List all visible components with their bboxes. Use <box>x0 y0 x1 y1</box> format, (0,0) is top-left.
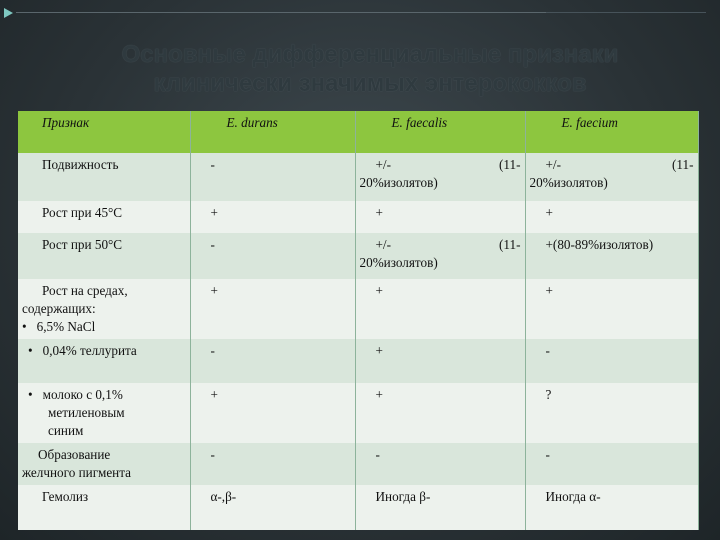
table-row <box>18 279 698 339</box>
title-line-1: Основные дифференциальные признаки <box>121 41 619 68</box>
cell-text: • 6,5% NaCl <box>42 319 95 334</box>
cell-faecalis: + <box>355 383 525 443</box>
cell-durans: + <box>190 201 355 233</box>
table-header-row <box>18 111 698 153</box>
cell-feature <box>18 383 190 443</box>
cell-faecalis <box>355 153 525 201</box>
cell-text: (11- <box>499 157 521 172</box>
cell-text: 20%изолятов) <box>529 175 608 190</box>
arrow-bullet-icon <box>4 8 13 18</box>
cell-feature: Рост при 45°С <box>18 201 190 233</box>
cell-durans: - <box>190 153 355 201</box>
table-row <box>18 153 698 201</box>
cell-faecalis: + <box>355 279 525 339</box>
header-feature: Признак <box>18 111 190 153</box>
cell-text: +/- <box>375 157 391 172</box>
cell-text: +/- <box>545 157 561 172</box>
decorative-line <box>16 12 546 13</box>
decorative-line <box>546 12 706 13</box>
cell-faecium: - <box>525 443 698 485</box>
cell-text: (11- <box>499 237 521 252</box>
cell-faecalis <box>355 233 525 279</box>
cell-faecium: Иногда α- <box>525 485 698 530</box>
cell-durans: - <box>190 443 355 485</box>
cell-feature: Гемолиз <box>18 485 190 530</box>
cell-text: желчного пигмента <box>22 465 132 480</box>
cell-faecalis: Иногда β- <box>355 485 525 530</box>
cell-text: синим <box>48 423 84 438</box>
cell-text: • молоко с 0,1% <box>48 387 123 402</box>
title-line-2: клинически значимых энтерококков <box>153 70 587 97</box>
cell-durans: - <box>190 233 355 279</box>
table-row <box>18 383 698 443</box>
header-faecalis: E. faecalis <box>355 111 525 153</box>
cell-faecium: + <box>525 279 698 339</box>
cell-text: (11- <box>672 157 694 172</box>
cell-feature: Подвижность <box>18 153 190 201</box>
cell-text: Рост на средах, <box>42 283 128 298</box>
cell-text: 20%изолятов) <box>359 175 438 190</box>
cell-text: +/- <box>375 237 391 252</box>
cell-faecium: ? <box>525 383 698 443</box>
slide-title <box>40 40 700 98</box>
table-row <box>18 339 698 383</box>
cell-durans: - <box>190 339 355 383</box>
cell-faecalis: - <box>355 443 525 485</box>
cell-text: • 0,04% теллурита <box>48 343 137 358</box>
cell-durans: + <box>190 383 355 443</box>
cell-faecium: + <box>525 201 698 233</box>
cell-faecium: +(80-89%изолятов) <box>525 233 698 279</box>
cell-faecium: - <box>525 339 698 383</box>
cell-durans: α-,β- <box>190 485 355 530</box>
cell-faecalis: + <box>355 201 525 233</box>
cell-text: содержащих: <box>22 301 96 316</box>
cell-feature <box>18 443 190 485</box>
header-durans: E. durans <box>190 111 355 153</box>
cell-feature <box>18 279 190 339</box>
header-faecium: E. faecium <box>525 111 698 153</box>
table-row <box>18 233 698 279</box>
table-row <box>18 201 698 233</box>
cell-text: Образование <box>38 447 111 462</box>
cell-text: метиленовым <box>48 405 125 420</box>
table-row <box>18 485 698 530</box>
differential-table <box>18 111 699 530</box>
cell-faecalis: + <box>355 339 525 383</box>
cell-feature <box>18 339 190 383</box>
cell-durans: + <box>190 279 355 339</box>
table-row <box>18 443 698 485</box>
cell-faecium <box>525 153 698 201</box>
cell-text: 20%изолятов) <box>359 255 438 270</box>
cell-feature: Рост при 50°С <box>18 233 190 279</box>
